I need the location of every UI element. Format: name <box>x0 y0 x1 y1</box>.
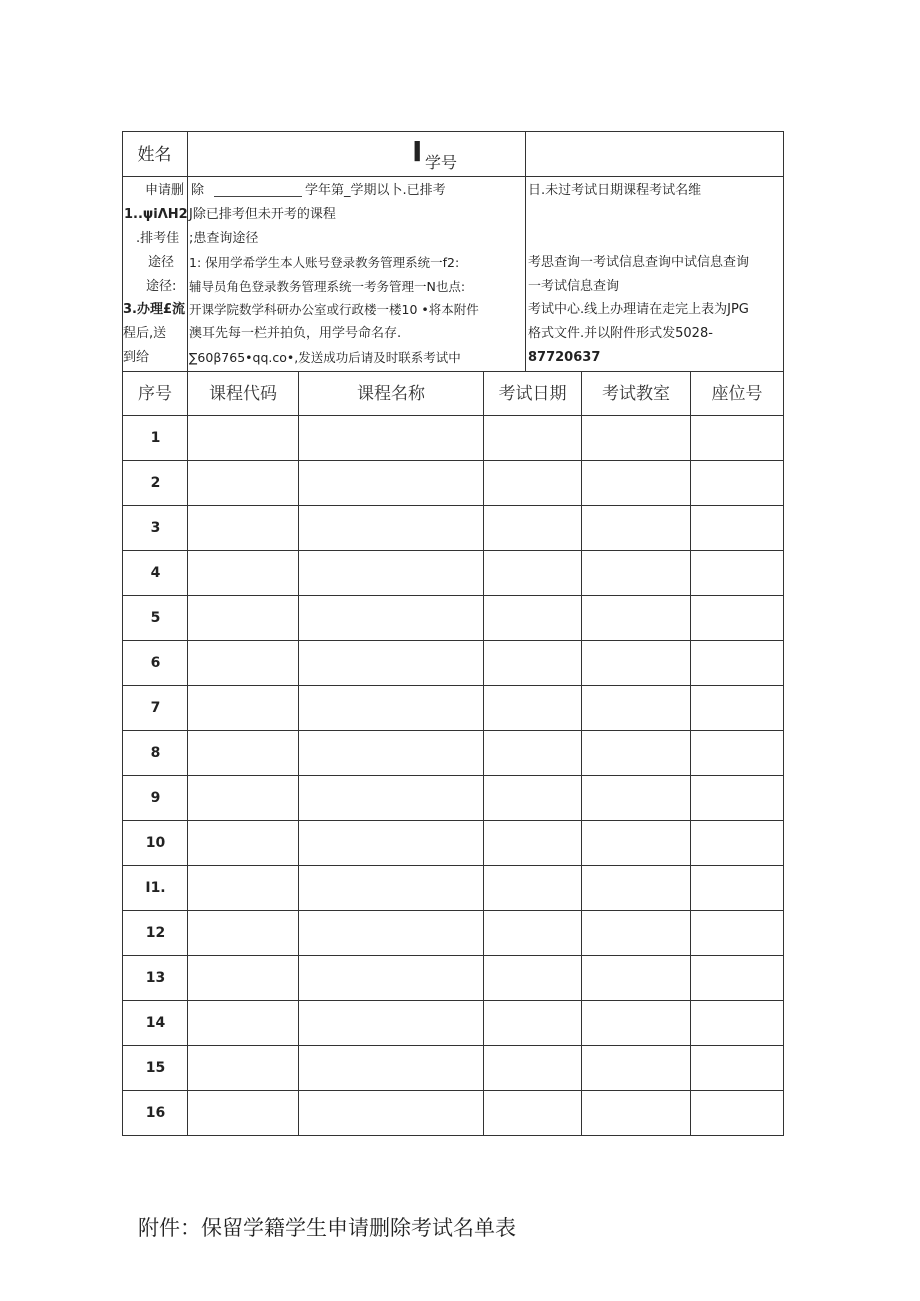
row-number-1: 1 <box>150 430 161 446</box>
row-number-12: 12 <box>145 925 166 941</box>
row-number-6: 6 <box>150 655 161 671</box>
row-number-7: 7 <box>150 700 161 716</box>
col-divider-5 <box>690 371 691 1136</box>
left-line-7: 程后,送 <box>123 326 167 341</box>
name-field[interactable] <box>188 132 418 176</box>
mid-line-5: 辅导员角色登录教务管理系统一考务管理一N也点: <box>189 279 466 294</box>
right-line-3: 一考试信息查询 <box>528 279 620 294</box>
row-number-10: 10 <box>145 835 166 851</box>
row-line <box>122 910 784 911</box>
name-label: 姓名 <box>137 145 172 165</box>
col-header-course-name: 课程名称 <box>357 384 425 404</box>
left-line-3: .排考佳 <box>136 231 180 246</box>
left-line-8: 到给 <box>123 350 150 365</box>
col-header-exam-date: 考试日期 <box>498 384 567 404</box>
row-line <box>122 730 784 731</box>
mid-line-4: 1: 保用学希学生本人账号登录教务管理系统一f2: <box>189 255 460 270</box>
id-marker: I <box>412 135 423 168</box>
right-line-4: 考试中心.线上办理请在走完上表为JPG <box>528 302 749 317</box>
row-line <box>122 640 784 641</box>
mid-line-8: ∑60β765•qq.co•,发送成功后请及时联系考试中 <box>189 350 461 365</box>
row-number-4: 4 <box>150 565 161 581</box>
left-line-1: 申请删 <box>145 183 185 198</box>
row-line <box>122 685 784 686</box>
row-number-5: 5 <box>150 610 161 626</box>
col-divider-3 <box>483 371 484 1136</box>
left-line-2: 1..ψiΛH2 <box>124 207 188 222</box>
row-number-14: 14 <box>145 1015 166 1031</box>
bottom-border <box>122 1135 784 1136</box>
row-line <box>122 955 784 956</box>
right-line-2: 考思查询一考试信息查询中试信息查询 <box>528 255 750 270</box>
name-row-bottom <box>122 176 784 177</box>
row-line <box>122 775 784 776</box>
mid-line-3: ;患查询途径 <box>189 231 259 246</box>
col-divider-4 <box>581 371 582 1136</box>
year-blank[interactable] <box>214 196 302 197</box>
row-line <box>122 1045 784 1046</box>
row-number-8: 8 <box>150 745 161 761</box>
row-line <box>122 595 784 596</box>
row-number-2: 2 <box>150 475 161 491</box>
mid-line-1b: 学年第_学期以卜.已排考 <box>305 183 446 198</box>
right-line-6: 87720637 <box>528 350 601 365</box>
left-line-5: 途径: <box>146 279 177 294</box>
row-line <box>122 820 784 821</box>
row-number-3: 3 <box>150 520 161 536</box>
right-line-1: 日.未过考试日期课程考试名维 <box>528 183 702 198</box>
col-divider-2 <box>298 371 299 1136</box>
row-line <box>122 550 784 551</box>
row-line <box>122 865 784 866</box>
row-number-16: 16 <box>145 1105 166 1121</box>
row-number-11: I1. <box>145 880 166 896</box>
header-row-bottom <box>122 415 784 416</box>
mid-line-7: 澳耳先每一栏并拍负，用学号命名存. <box>189 326 402 341</box>
row-line <box>122 1000 784 1001</box>
right-border <box>783 131 784 1136</box>
left-border <box>122 131 123 1136</box>
student-id-label: 学号 <box>425 153 458 172</box>
right-line-5: 格式文件.并以附件形式发5028- <box>528 326 713 341</box>
row-line <box>122 460 784 461</box>
info-row-bottom <box>122 371 784 372</box>
left-line-4: 途径 <box>148 255 175 270</box>
row-number-15: 15 <box>145 1060 166 1076</box>
row-number-13: 13 <box>145 970 166 986</box>
row-number-9: 9 <box>150 790 161 806</box>
mid-line-1a: 除 <box>191 183 205 198</box>
mid-line-6: 开课学院数学科研办公室或行政楼一楼10 •将本附件 <box>189 302 479 317</box>
row-line <box>122 505 784 506</box>
col-header-index: 序号 <box>138 384 172 404</box>
row-line <box>122 1090 784 1091</box>
col-header-course-code: 课程代码 <box>209 384 277 404</box>
col-header-seat: 座位号 <box>711 384 763 404</box>
col-header-exam-room: 考试教室 <box>602 384 670 404</box>
student-id-field[interactable] <box>526 132 783 176</box>
footer-caption: 附件：保留学籍学生申请删除考试名单表 <box>138 1216 516 1240</box>
left-line-6: 3.办理£流 <box>123 302 186 317</box>
mid-line-2: J除已排考但未开考的课程 <box>189 207 336 222</box>
col-divider-1 <box>187 371 188 1136</box>
